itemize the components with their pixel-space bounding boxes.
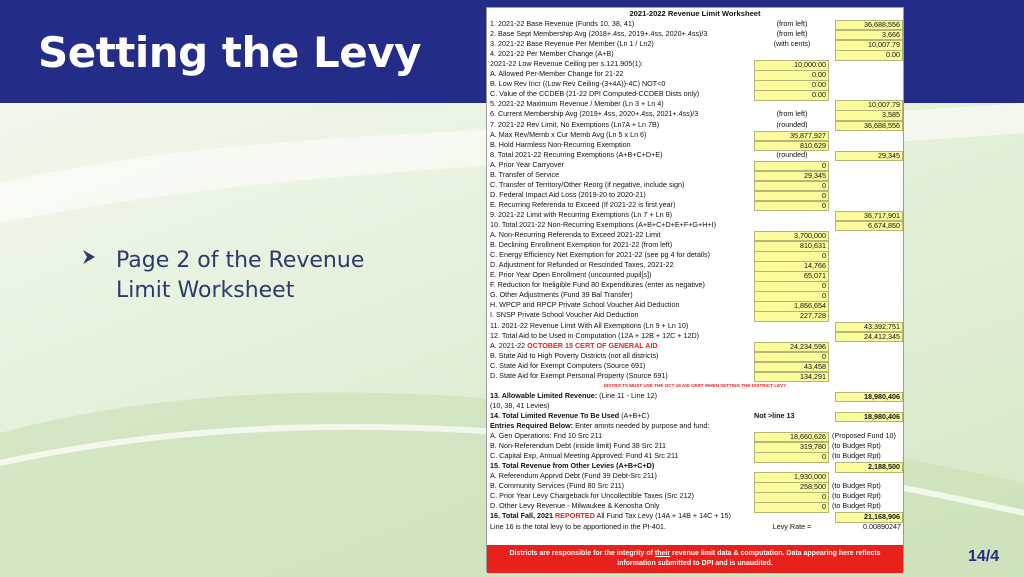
row-label-text: B. State Aid to High Poverty Districts (not all districts) xyxy=(490,351,659,360)
row-destination: (to Budget Rpt) xyxy=(832,481,881,491)
total-value: 36,717,901 xyxy=(835,211,903,221)
disclaimer-text-end: revenue limit data & computation. Data appearing here reflects information submitted to DPI and is unaudited. xyxy=(617,550,881,567)
row-label-text: 4. 2021-22 Per Member Change (A+B) xyxy=(490,50,614,59)
total-value: 0.00 xyxy=(835,50,903,60)
worksheet-row xyxy=(487,502,903,511)
worksheet-row xyxy=(487,20,903,29)
row-label-text: E. Prior Year Open Enrollment (uncounted pupil[s]) xyxy=(490,271,652,280)
total-value: 0.00890247 xyxy=(863,521,901,531)
row-label-text: 14. Total Limited Revenue To Be Used xyxy=(490,411,620,420)
worksheet-row xyxy=(487,482,903,491)
row-label-text: E. Recurring Referenda to Exceed (If 2021-22 is first year) xyxy=(490,200,676,209)
entry-value: 0.00 xyxy=(754,80,829,90)
worksheet-row xyxy=(487,462,903,471)
worksheet-row xyxy=(487,523,903,532)
row-destination: (to Budget Rpt) xyxy=(832,441,881,451)
total-value: 10,007.79 xyxy=(835,40,903,50)
row-label-highlight: REPORTED xyxy=(554,512,595,521)
entry-value: 0 xyxy=(754,201,829,211)
worksheet-row xyxy=(487,221,903,230)
worksheet-row xyxy=(487,372,903,381)
row-label xyxy=(490,50,830,58)
row-label-text: B. Hold Harmless Non-Recurring Exemption xyxy=(490,140,631,149)
row-label-text: B. Transfer of Service xyxy=(490,170,560,179)
row-label-text: 16. Total Fall, 2021 xyxy=(490,512,555,521)
worksheet-row xyxy=(487,100,903,109)
row-label-text: C. Capital Exp, Annual Meeting Approved: Fund 41 Src 211 xyxy=(490,452,679,461)
row-label-text: 7. 2021-22 Rev Limit, No Exemptions (Ln7A + Ln 7B) xyxy=(490,120,660,129)
row-label-text: Entries Required Below: xyxy=(490,422,574,430)
entry-value: 35,877,927 xyxy=(754,131,829,141)
entry-value: 0 xyxy=(754,181,829,191)
entry-value: 3,700,000 xyxy=(754,231,829,241)
worksheet-note: DISTRICTS MUST USE THE OCT 15 AID CERT WHEN SETTING THE DISTRICT LEVY xyxy=(603,382,787,388)
entry-value: 14,766 xyxy=(754,261,829,271)
row-label-text: 9. 2021-22 Limit with Recurring Exemptions (Ln 7 + Ln 8) xyxy=(490,210,672,219)
row-label-text: B. Declining Enrollment Exemption for 2021-22 (from left) xyxy=(490,241,673,250)
row-label-text: 13. Allowable Limited Revenue: xyxy=(490,391,598,400)
row-qualifier: Not >line 13 xyxy=(754,410,795,420)
row-label xyxy=(490,211,830,219)
row-label-text: A. Prior Year Carryover xyxy=(490,160,564,169)
row-qualifier: (from left) xyxy=(776,29,808,39)
entry-value: 24,234,596 xyxy=(754,342,829,352)
worksheet-row xyxy=(487,311,903,320)
worksheet-row xyxy=(487,261,903,270)
row-label-text: 11. 2021-22 Revenue Limit With All Exemptions (Ln 9 + Ln 10) xyxy=(490,321,689,330)
row-qualifier: (rounded) xyxy=(776,149,808,159)
row-label-text: A. Max Rev/Memb x Cur Memb Avg (Ln 5 x Ln 6) xyxy=(490,130,647,139)
row-label-text: 2. Base Sept Membership Avg (2018+.4ss, 2019+.4ss, 2020+.4ss)/3 xyxy=(490,30,708,39)
row-label-text: C. Value of the CCDEB (21-22 DPI Computed-CCDEB Dists only) xyxy=(490,90,700,99)
worksheet-row xyxy=(487,291,903,300)
entry-value: 0.00 xyxy=(754,90,829,100)
entry-value: 0 xyxy=(754,191,829,201)
total-value: 3,666 xyxy=(835,30,903,40)
row-label-text: C. Prior Year Levy Chargeback for Uncollectible Taxes (Src 212) xyxy=(490,492,695,501)
row-label xyxy=(490,332,830,340)
row-qualifier: Levy Rate = xyxy=(772,521,812,531)
total-value: 6,674,850 xyxy=(835,221,903,231)
entry-value: 0 xyxy=(754,281,829,291)
row-label-detail: (A+B+C) xyxy=(619,411,650,420)
worksheet-row xyxy=(487,231,903,240)
worksheet-row xyxy=(487,191,903,200)
entry-value: 227,728 xyxy=(754,311,829,321)
entry-value: 810,631 xyxy=(754,241,829,251)
entry-value: 810,629 xyxy=(754,141,829,151)
worksheet-row xyxy=(487,422,903,431)
worksheet-row xyxy=(487,332,903,341)
worksheet-row xyxy=(487,110,903,119)
row-label-text: 5. 2021-22 Maximum Revenue / Member (Ln 3 + Ln 4) xyxy=(490,100,664,109)
row-label-text: D. Adjustment for Refunded or Rescinded Taxes, 2021-22 xyxy=(490,261,674,270)
worksheet-disclaimer xyxy=(487,545,903,573)
worksheet-title: 2021-2022 Revenue Limit Worksheet xyxy=(629,9,761,18)
worksheet-row xyxy=(487,181,903,190)
worksheet-row xyxy=(487,452,903,461)
worksheet-row xyxy=(487,241,903,250)
worksheet-row xyxy=(487,512,903,521)
worksheet-row xyxy=(487,412,903,421)
row-label-text: A. Allowed Per-Member Change for 21-22 xyxy=(490,70,624,79)
row-label-text: A. 2021-22 xyxy=(490,341,528,350)
entry-value: 0 xyxy=(754,251,829,261)
total-value: 36,688,556 xyxy=(835,20,903,30)
worksheet-row xyxy=(487,131,903,140)
row-label xyxy=(490,100,830,108)
row-label-text: D. Other Levy Revenue - Milwaukee & Kenosha Only xyxy=(490,502,660,511)
row-destination: (to Budget Rpt) xyxy=(832,491,881,501)
row-label-text: 12. Total Aid to be Used in Computation (12A + 12B + 12C + 12D) xyxy=(490,331,700,340)
row-label-text: 1. 2021-22 Base Revenue (Funds 10, 38, 41) xyxy=(490,20,635,28)
total-value: 21,168,906 xyxy=(835,512,903,522)
row-label-text: F. Reduction for Ineligible Fund 80 Expenditures (enter as negative) xyxy=(490,281,705,290)
worksheet-row xyxy=(487,472,903,481)
entry-value: 0.00 xyxy=(754,70,829,80)
row-qualifier: (with cents) xyxy=(773,39,811,49)
entry-value: 134,291 xyxy=(754,372,829,382)
row-label-text: 10. Total 2021-22 Non-Recurring Exemptions (A+B+C+D+E+F+G+H+I) xyxy=(490,221,716,229)
row-label xyxy=(490,322,830,330)
worksheet-row xyxy=(487,432,903,441)
row-label-text: (10, 38, 41 Levies) xyxy=(490,401,550,410)
row-label-text: 8. Total 2021-22 Recurring Exemptions (A+B+C+D+E) xyxy=(490,150,663,159)
worksheet-row xyxy=(487,342,903,351)
total-value: 29,345 xyxy=(835,151,903,161)
worksheet-row xyxy=(487,251,903,260)
worksheet-row xyxy=(487,442,903,451)
worksheet-row xyxy=(487,30,903,39)
worksheet-row xyxy=(487,141,903,150)
row-destination: (to Budget Rpt) xyxy=(832,451,881,461)
worksheet-row xyxy=(487,402,903,411)
entry-value: 65,071 xyxy=(754,271,829,281)
row-label-text: 3. 2021-22 Base Revenue Per Member (Ln 1 / Ln2) xyxy=(490,40,654,49)
worksheet-row xyxy=(487,271,903,280)
total-value: 43,392,751 xyxy=(835,322,903,332)
worksheet-row xyxy=(487,70,903,79)
row-label xyxy=(490,402,830,410)
row-label-text: B. Low Rev Incr ((Low Rev Ceiling-(3+4A))-4C) NOT<0 xyxy=(490,80,666,89)
row-label-text: D. Federal Impact Aid Loss (2019-20 to 2020-21) xyxy=(490,190,646,199)
entry-value: 0 xyxy=(754,492,829,502)
entry-value: 0 xyxy=(754,161,829,171)
row-label-text: A. Non-Recurring Referenda to Exceed 2021-22 Limit xyxy=(490,231,661,240)
worksheet-row xyxy=(487,121,903,130)
worksheet-grid xyxy=(487,20,903,548)
worksheet-row xyxy=(487,492,903,501)
entry-value: 29,345 xyxy=(754,171,829,181)
slide-title: Setting the Levy xyxy=(38,28,421,77)
worksheet-row xyxy=(487,362,903,371)
total-value: 2,188,500 xyxy=(835,462,903,472)
row-label-detail: Enter amnts needed by purpose and fund: xyxy=(573,422,710,430)
worksheet-row xyxy=(487,201,903,210)
worksheet-row xyxy=(487,80,903,89)
entry-value: 0 xyxy=(754,502,829,512)
worksheet-row xyxy=(487,151,903,160)
row-destination: (to Budget Rpt) xyxy=(832,501,881,511)
total-value: 18,980,406 xyxy=(835,392,903,402)
worksheet-row xyxy=(487,281,903,290)
row-label-detail: (Line 11 - Line 12) xyxy=(597,391,657,400)
row-qualifier: (from left) xyxy=(776,19,808,28)
row-label xyxy=(490,392,830,400)
row-label-text: A. Gen Operations: Fnd 10 Src 211 xyxy=(490,432,603,441)
entry-value: 258,500 xyxy=(754,482,829,492)
entry-value: 1,930,000 xyxy=(754,472,829,482)
worksheet-row xyxy=(487,90,903,99)
entry-value: 1,856,654 xyxy=(754,301,829,311)
worksheet-row xyxy=(487,211,903,220)
row-label xyxy=(490,462,830,470)
worksheet-row xyxy=(487,60,903,69)
row-label-text: C. Transfer of Territory/Other Reorg (if negative, include sign) xyxy=(490,180,685,189)
total-value: 36,688,556 xyxy=(835,121,903,131)
worksheet-row xyxy=(487,382,903,391)
row-label-text: H. WPCP and RPCP Private School Voucher Aid Deduction xyxy=(490,301,680,310)
worksheet-row xyxy=(487,322,903,331)
total-value: 10,007.79 xyxy=(835,100,903,110)
row-label-text: C. State Aid for Exempt Computers (Source 691) xyxy=(490,361,646,370)
row-label xyxy=(490,512,830,520)
bullet-text: Page 2 of the Revenue Limit Worksheet xyxy=(116,248,365,303)
total-value: 3,585 xyxy=(835,110,903,120)
row-label xyxy=(490,422,830,430)
entry-value: 43,458 xyxy=(754,362,829,372)
worksheet-row xyxy=(487,392,903,401)
page-number: 14/4 xyxy=(968,548,1000,565)
row-label-text: 6. Current Membership Avg (2019+.4ss, 2020+.4ss, 2021+.4ss)/3 xyxy=(490,110,699,119)
worksheet-row xyxy=(487,40,903,49)
worksheet-row xyxy=(487,352,903,361)
entry-value: 0 xyxy=(754,352,829,362)
row-label-text: B. Community Services (Fund 80 Src 211) xyxy=(490,482,625,491)
row-qualifier: (rounded) xyxy=(776,119,808,129)
row-label-text: D. State Aid for Exempt Personal Property (Source 691) xyxy=(490,371,668,380)
disclaimer-text-start: Districts are responsible for the integrity of xyxy=(509,550,655,557)
row-label-text: I. SNSP Private School Voucher Aid Deduction xyxy=(490,311,639,320)
row-label xyxy=(490,221,830,229)
revenue-limit-worksheet xyxy=(486,7,904,572)
worksheet-row xyxy=(487,171,903,180)
worksheet-row xyxy=(487,161,903,170)
row-label-highlight: OCTOBER 15 CERT OF GENERAL AID xyxy=(527,341,658,350)
row-qualifier: (from left) xyxy=(776,109,808,119)
worksheet-row xyxy=(487,301,903,310)
row-label-text: C. Energy Efficiency Net Exemption for 2021-22 (see pg 4 for details) xyxy=(490,251,710,260)
row-label-text: G. Other Adjustments (Fund 39 Bal Transfer) xyxy=(490,291,633,300)
disclaimer-underline: their xyxy=(654,550,671,557)
entry-value: 0 xyxy=(754,452,829,462)
row-label-detail: All Fund Tax Levy xyxy=(594,512,654,521)
row-label-text: 2021-22 Low Revenue Ceiling per s.121.905(1): xyxy=(490,60,644,69)
row-destination: (Proposed Fund 10) xyxy=(832,431,896,441)
bullet-item xyxy=(80,246,380,306)
worksheet-row xyxy=(487,50,903,59)
row-label-text: B. Non-Referendum Debt (inside limit) Fund 38 Src 211 xyxy=(490,442,667,451)
entry-value: 319,780 xyxy=(754,442,829,452)
entry-value: 0 xyxy=(754,291,829,301)
total-value: 18,980,406 xyxy=(835,412,903,422)
entry-value: 10,000.00 xyxy=(754,60,829,70)
total-value: 24,412,345 xyxy=(835,332,903,342)
row-label-text: 15. Total Revenue from Other Levies (A+B+C+D) xyxy=(490,462,655,471)
arrow-bullet-icon xyxy=(80,248,98,266)
row-label-text: Line 16 is the total levy to be apportioned in the PI-401. xyxy=(490,522,666,531)
row-label-formula: (14A + 14B + 14C + 15) xyxy=(653,512,731,521)
row-label-text: A. Referendum Apprvd Debt (Fund 39 Debt-Src 211) xyxy=(490,472,657,481)
entry-value: 18,660,626 xyxy=(754,432,829,442)
